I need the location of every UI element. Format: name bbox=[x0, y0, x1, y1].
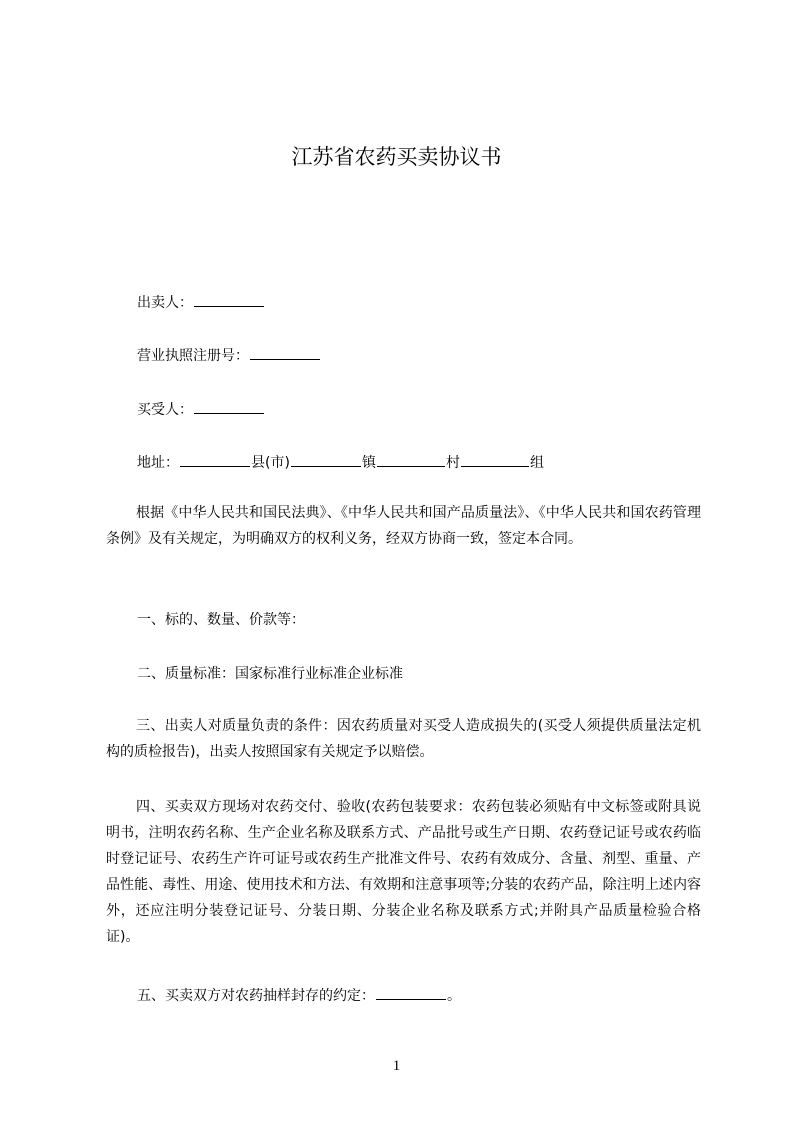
clause-3: 三、出卖人对质量负责的条件：因农药质量对买受人造成损失的(买受人须提供质量法定机构的质检报告)，出卖人按照国家有关规定予以赔偿。 bbox=[106, 718, 701, 760]
seller-field bbox=[137, 291, 265, 313]
buyer-field bbox=[137, 398, 265, 420]
address-field bbox=[137, 451, 544, 473]
page-number: 1 bbox=[392, 1058, 401, 1074]
buyer-blank bbox=[194, 398, 264, 414]
clause-5 bbox=[137, 984, 461, 1006]
address-village-label: 村 bbox=[445, 455, 460, 471]
address-label: 地址： bbox=[137, 455, 179, 471]
address-group-label: 组 bbox=[529, 455, 544, 471]
clause-5-blank bbox=[376, 984, 446, 1000]
address-blank-county bbox=[180, 451, 250, 467]
license-field bbox=[137, 344, 321, 366]
buyer-label: 买受人： bbox=[137, 402, 193, 418]
address-blank-village bbox=[377, 451, 445, 467]
clause-5-end: 。 bbox=[447, 988, 461, 1004]
document-title: 江苏省农药买卖协议书 bbox=[291, 145, 502, 169]
address-town-label: 镇 bbox=[361, 455, 376, 471]
address-blank-town bbox=[291, 451, 361, 467]
license-blank bbox=[250, 344, 320, 360]
seller-blank bbox=[194, 291, 264, 307]
address-blank-group bbox=[461, 451, 529, 467]
address-county-label: 县(市) bbox=[251, 455, 290, 471]
clause-2: 二、质量标准：国家标准行业标准企业标准 bbox=[137, 666, 403, 682]
preamble-paragraph: 根据《中华人民共和国民法典》、《中华人民共和国产品质量法》、《中华人民共和国农药管理条例》及有关规定，为明确双方的权利义务，经双方协商一致，签定本合同。 bbox=[106, 505, 701, 547]
clause-4: 四、买卖双方现场对农药交付、验收(农药包装要求：农药包装必须贴有中文标签或附具说明书，注明农药名称、生产企业名称及联系方式、产品批号或生产日期、农药登记证号或农药临时登记证号、农药生产许可证号或农药生产批准文件号、农药有效成分、含量、剂型、重量、产品性能、毒性、用途、使用技术和方法、有效期和注意事项等;分装的农药产品，除注明上述内容外，还应注明分装登记证号、分装日期、分装企业名称及联系方式;并附具产品质量检验合格证)。 bbox=[106, 799, 701, 945]
clause-1: 一、标的、数量、价款等： bbox=[137, 612, 305, 628]
seller-label: 出卖人： bbox=[137, 295, 193, 311]
clause-5-text: 五、买卖双方对农药抽样封存的约定： bbox=[137, 988, 375, 1004]
license-label: 营业执照注册号： bbox=[137, 348, 249, 364]
